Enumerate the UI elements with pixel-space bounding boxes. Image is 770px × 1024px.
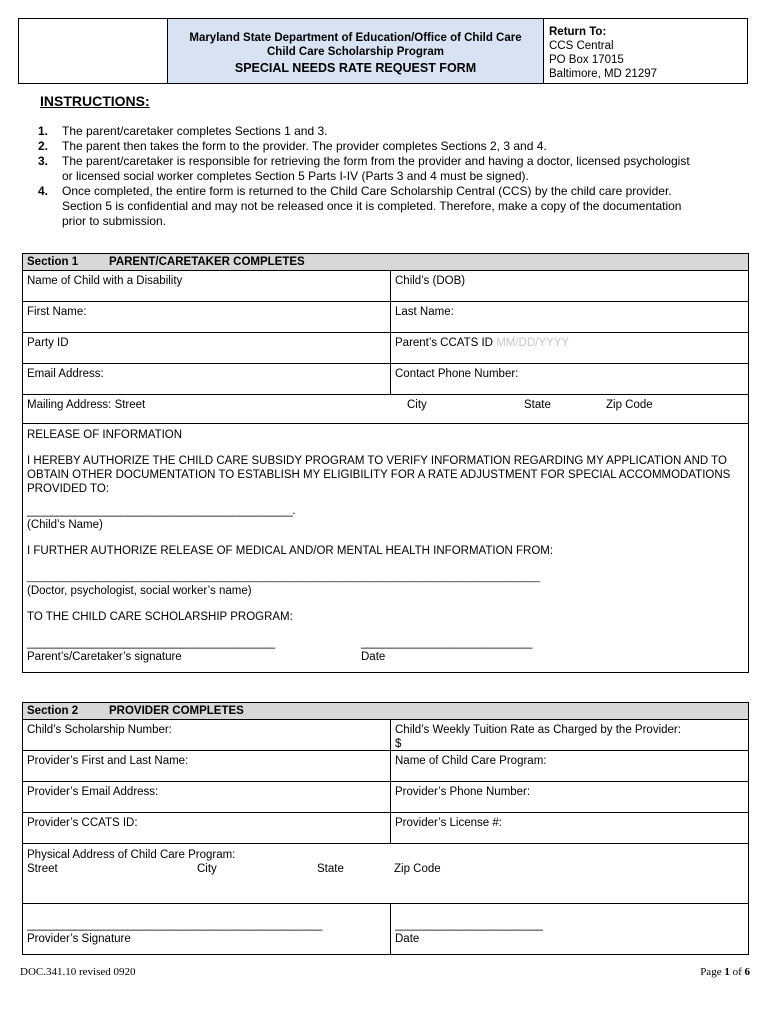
section-2-table bbox=[22, 702, 749, 955]
table-row bbox=[23, 813, 748, 844]
parent-date-line[interactable]: _____________________________ bbox=[361, 637, 532, 649]
table-row bbox=[23, 333, 748, 364]
provider-signature-row bbox=[23, 904, 748, 954]
table-row bbox=[23, 364, 748, 395]
first-name-field[interactable]: First Name: bbox=[23, 302, 391, 332]
release-title: RELEASE OF INFORMATION bbox=[27, 429, 183, 441]
provider-date-cell bbox=[391, 904, 748, 954]
provider-phone-field[interactable]: Provider’s Phone Number: bbox=[395, 786, 531, 798]
form-title: SPECIAL NEEDS RATE REQUEST FORM bbox=[234, 61, 477, 75]
address-zip-field[interactable]: Zip Code bbox=[394, 863, 441, 875]
instruction-text: Once completed, the entire form is returned to the Child Care Scholarship Central (CCS) by the child care provider. Section 5 is confidential and may not be released once it is completed. Therefore, make a copy of the documentation prior to submission. bbox=[62, 184, 682, 228]
section-2-header bbox=[23, 703, 748, 720]
page-current: 1 bbox=[724, 966, 730, 978]
address-street-field[interactable]: Street bbox=[27, 863, 58, 875]
of-word: of bbox=[732, 966, 742, 978]
last-name-field[interactable]: Last Name: bbox=[395, 306, 454, 318]
org-line-1: Maryland State Department of Education/Office of Child Care bbox=[189, 32, 522, 44]
instruction-text: The parent/caretaker is responsible for retrieving the form from the provider and having a doctor, licensed psychologist or licensed social worker completes Section 5 Parts I-IV (Parts 3 and 4 must be signed). bbox=[62, 154, 690, 183]
child-name-label: (Child’s Name) bbox=[27, 519, 103, 531]
child-dob-field[interactable]: Child’s (DOB) bbox=[395, 275, 466, 287]
address-city-field[interactable]: City bbox=[197, 863, 217, 875]
section-1-number: Section 1 bbox=[27, 256, 79, 268]
return-to-label: Return To: bbox=[549, 26, 607, 38]
parent-signature-label: Parent’s/Caretaker’s signature bbox=[27, 651, 182, 663]
dollar-sign: $ bbox=[395, 738, 402, 750]
release-of-information bbox=[23, 424, 748, 672]
address-fields bbox=[27, 862, 744, 876]
scholarship-number-field[interactable]: Child’s Scholarship Number: bbox=[23, 720, 391, 750]
party-id-field[interactable]: Party ID bbox=[23, 333, 391, 363]
signature-labels bbox=[27, 650, 744, 664]
table-row bbox=[23, 395, 748, 424]
table-row bbox=[23, 751, 748, 782]
weekly-tuition-label: Child’s Weekly Tuition Rate as Charged by the Provider: bbox=[395, 724, 681, 736]
weekly-tuition-field[interactable] bbox=[391, 720, 748, 750]
page-total: 6 bbox=[744, 966, 750, 978]
further-authorize-text: I FURTHER AUTHORIZE RELEASE OF MEDICAL AND/OR MENTAL HEALTH INFORMATION FROM: bbox=[27, 545, 554, 557]
instruction-number: 2. bbox=[38, 139, 49, 153]
mailing-street-field[interactable]: Mailing Address: Street bbox=[27, 399, 146, 411]
instruction-number: 4. bbox=[38, 184, 49, 198]
provider-signature-cell bbox=[23, 904, 391, 954]
provider-signature-line[interactable]: __________________________________________________ bbox=[27, 919, 322, 931]
section-1-table bbox=[22, 253, 749, 673]
provider-email-field[interactable]: Provider’s Email Address: bbox=[23, 782, 391, 812]
doctor-name-label: (Doctor, psychologist, social worker’s name) bbox=[27, 585, 252, 597]
doctor-name-line[interactable]: ________________________________________________________________________________________________ bbox=[27, 571, 540, 583]
org-line-2: Child Care Scholarship Program bbox=[266, 46, 444, 58]
ccats-id-label: Parent’s CCATS ID bbox=[395, 337, 493, 349]
return-line-2: PO Box 17015 bbox=[549, 54, 624, 66]
provider-date-line[interactable]: _________________________ bbox=[395, 919, 543, 931]
table-row bbox=[23, 782, 748, 813]
mailing-city-field[interactable]: City bbox=[407, 399, 427, 411]
instructions-title: INSTRUCTIONS: bbox=[40, 93, 150, 109]
program-name-field[interactable]: Name of Child Care Program: bbox=[395, 755, 547, 767]
to-program-text: TO THE CHILD CARE SCHOLARSHIP PROGRAM: bbox=[27, 611, 293, 623]
provider-license-field[interactable]: Provider’s License #: bbox=[395, 817, 502, 829]
parent-signature-line[interactable]: __________________________________________ bbox=[27, 637, 275, 649]
parent-date-label: Date bbox=[361, 651, 386, 663]
section-2-title: PROVIDER COMPLETES bbox=[109, 705, 244, 717]
provider-date-label: Date bbox=[395, 933, 420, 945]
section-1-title: PARENT/CARETAKER COMPLETES bbox=[109, 256, 305, 268]
child-name-line[interactable]: _____________________________________________. bbox=[27, 505, 296, 517]
table-row bbox=[23, 720, 748, 751]
table-row bbox=[23, 302, 748, 333]
header-title-block bbox=[168, 19, 544, 83]
table-row bbox=[23, 271, 748, 302]
instruction-item bbox=[38, 124, 698, 139]
instruction-text: The parent/caretaker completes Sections 1 and 3. bbox=[62, 124, 328, 138]
parent-ccats-id-field[interactable] bbox=[391, 333, 748, 363]
address-state-field[interactable]: State bbox=[317, 863, 344, 875]
return-line-1: CCS Central bbox=[549, 40, 614, 52]
provider-name-field[interactable]: Provider’s First and Last Name: bbox=[23, 751, 391, 781]
section-2-number: Section 2 bbox=[27, 705, 79, 717]
instruction-item bbox=[38, 154, 698, 184]
email-field[interactable]: Email Address: bbox=[23, 364, 391, 394]
instruction-number: 1. bbox=[38, 124, 49, 138]
form-header bbox=[18, 18, 748, 84]
provider-ccats-field[interactable]: Provider’s CCATS ID: bbox=[23, 813, 391, 843]
mailing-zip-field[interactable]: Zip Code bbox=[606, 399, 653, 411]
logo-area bbox=[19, 19, 168, 83]
return-to-block bbox=[544, 19, 747, 83]
ccats-id-placeholder: MM/DD/YYYY bbox=[496, 337, 570, 349]
child-name-field[interactable]: Name of Child with a Disability bbox=[23, 271, 391, 301]
instruction-item bbox=[38, 184, 698, 229]
instruction-item bbox=[38, 139, 698, 154]
release-text: I HEREBY AUTHORIZE THE CHILD CARE SUBSIDY PROGRAM TO VERIFY INFORMATION REGARDING MY APPLICATION AND TO OBTAIN OTHER DOCUMENTATION TO ESTABLISH MY ELIGIBILITY FOR A RATE ADJUSTMENT FOR SPECIAL ACCOMMODATIONS PROVIDED TO: bbox=[27, 455, 731, 495]
signature-lines bbox=[27, 636, 744, 650]
document-id: DOC.341.10 revised 0920 bbox=[20, 966, 136, 978]
return-line-3: Baltimore, MD 21297 bbox=[549, 68, 658, 80]
instruction-number: 3. bbox=[38, 154, 49, 168]
page-number bbox=[700, 966, 750, 978]
section-1-header bbox=[23, 254, 748, 271]
page-word: Page bbox=[700, 966, 722, 978]
instruction-text: The parent then takes the form to the provider. The provider completes Sections 2, 3 and 4. bbox=[62, 139, 547, 153]
physical-address-label: Physical Address of Child Care Program: bbox=[27, 849, 236, 861]
contact-phone-field[interactable]: Contact Phone Number: bbox=[395, 368, 519, 380]
physical-address-row bbox=[23, 844, 748, 904]
mailing-state-field[interactable]: State bbox=[524, 399, 551, 411]
provider-signature-label: Provider’s Signature bbox=[27, 933, 131, 945]
instructions-list bbox=[38, 124, 698, 229]
